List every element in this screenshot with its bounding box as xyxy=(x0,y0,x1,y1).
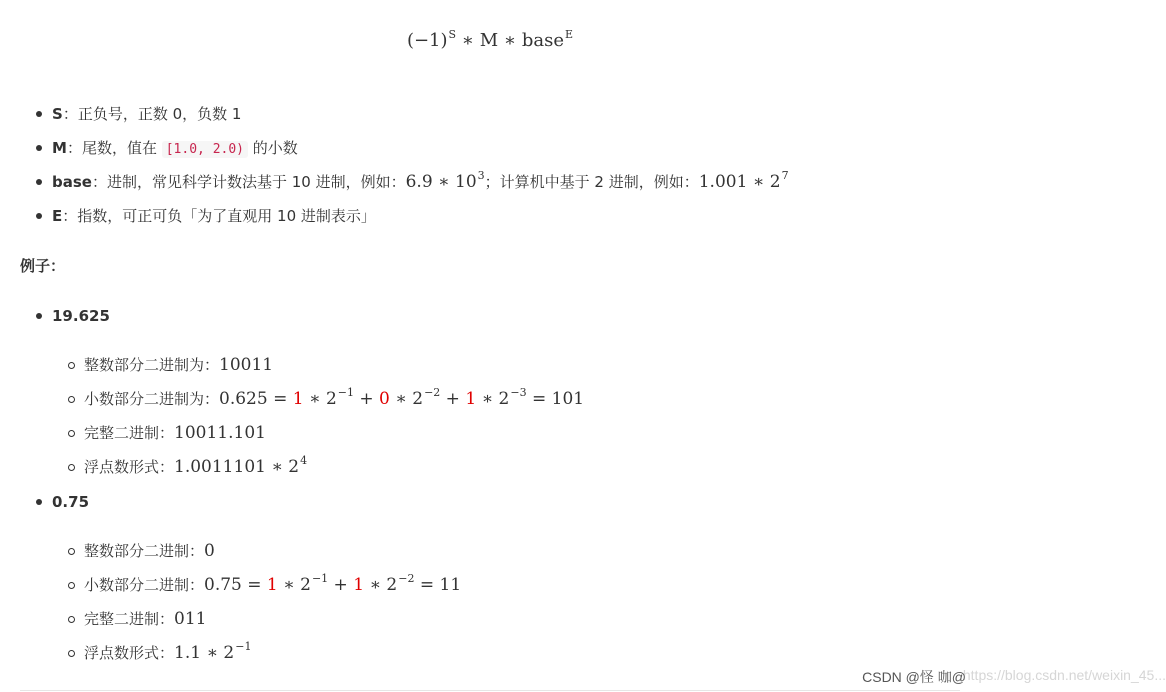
watermark-csdn xyxy=(862,667,966,687)
expr-bit: 1 xyxy=(465,389,477,409)
row-label: 小数部分二进制为： xyxy=(84,390,220,408)
sub-bullet xyxy=(68,650,75,657)
sub-bullet xyxy=(68,396,75,403)
expr-part: = 101 xyxy=(526,389,585,409)
expr-bit: 1 xyxy=(353,575,365,595)
def-e xyxy=(52,205,376,227)
formula-lead: (−1) xyxy=(406,30,448,51)
sub-bullet xyxy=(68,430,75,437)
sub-bullet xyxy=(68,548,75,555)
row-value: 011 xyxy=(174,609,207,629)
expr-sup: −1 xyxy=(337,386,354,399)
row-label: 整数部分二进制为： xyxy=(84,356,220,374)
sub-bullet xyxy=(68,464,75,471)
expr-sup: −2 xyxy=(424,386,441,399)
example-title: 19.625 xyxy=(52,307,110,325)
expr-bit: 0 xyxy=(379,389,390,409)
formula-mid: ∗ M ∗ base xyxy=(456,30,565,51)
sub-bullet xyxy=(68,616,75,623)
def-s xyxy=(52,103,241,125)
math-sup: 3 xyxy=(477,169,485,182)
full-row xyxy=(84,422,266,444)
int-row xyxy=(84,354,273,376)
def-desc: 正负号，正数 0，负数 1 xyxy=(77,105,242,123)
expr-sup: 4 xyxy=(300,454,308,467)
row-value: 10011.101 xyxy=(174,423,266,443)
def-sep: ： xyxy=(62,105,78,123)
float-row xyxy=(84,642,251,666)
expr-part: ∗ 2 xyxy=(277,575,311,595)
expr-sup: −1 xyxy=(235,640,252,653)
expr-part: ∗ 2 xyxy=(364,575,398,595)
def-desc: ；计算机中基于 2 进制，例如： xyxy=(484,173,699,191)
row-value: 1.0011101 ∗ 2 xyxy=(174,457,300,477)
row-label: 完整二进制： xyxy=(84,610,175,628)
def-desc: 进制，常见科学计数法基于 10 进制，例如： xyxy=(106,173,406,191)
formula-sup-s: S xyxy=(448,28,457,41)
row-label: 浮点数形式： xyxy=(84,458,175,476)
formula xyxy=(0,30,980,51)
expr-part: 0.625 = xyxy=(219,389,293,409)
expr-part: ∗ 2 xyxy=(303,389,337,409)
def-base xyxy=(52,171,789,195)
expr-part: ∗ 2 xyxy=(476,389,510,409)
row-value: 10011 xyxy=(219,355,274,375)
formula-sup-e: E xyxy=(565,28,574,41)
author-label: @怪 咖@ xyxy=(901,669,966,685)
expr-part: + xyxy=(328,575,354,595)
frac-expr xyxy=(219,386,585,409)
expr-part: + xyxy=(353,389,380,409)
def-term: S xyxy=(52,105,63,123)
row-label: 完整二进制： xyxy=(84,424,175,442)
expr-sup: −3 xyxy=(510,386,527,399)
expr-sup: −2 xyxy=(398,572,415,585)
def-term: E xyxy=(52,207,63,225)
def-sep: ： xyxy=(66,139,82,157)
watermark-url: https://blog.csdn.net/weixin_45... xyxy=(962,667,1166,683)
bullet-dot xyxy=(36,313,42,319)
def-term: M xyxy=(52,139,67,157)
expr-sup: −1 xyxy=(311,572,329,585)
def-desc: 尾数，值在 xyxy=(81,139,162,157)
example-heading: 例子： xyxy=(20,257,66,275)
sub-bullet xyxy=(68,362,75,369)
float-row xyxy=(84,456,307,480)
def-m xyxy=(52,137,298,161)
example-title: 0.75 xyxy=(52,493,90,511)
bullet-dot xyxy=(36,111,42,117)
expr-part: 0.75 = xyxy=(204,575,267,595)
row-value: 0 xyxy=(204,541,215,561)
frac-row xyxy=(84,574,461,598)
bullet-dot xyxy=(36,213,42,219)
expr-part: ∗ 2 xyxy=(389,389,424,409)
row-label: 整数部分二进制： xyxy=(84,542,205,560)
int-row xyxy=(84,540,215,562)
row-value: 1.1 ∗ 2 xyxy=(174,643,235,663)
math-expr: 6.9 ∗ 10 xyxy=(405,172,477,192)
divider xyxy=(20,690,960,691)
expr-part: = 11 xyxy=(414,575,462,595)
csdn-label: CSDN xyxy=(862,669,902,685)
inline-code: [1.0, 2.0) xyxy=(162,141,248,158)
expr-bit: 1 xyxy=(292,389,304,409)
bullet-dot xyxy=(36,499,42,505)
full-row xyxy=(84,608,206,630)
bullet-dot xyxy=(36,179,42,185)
math-sup: 7 xyxy=(781,169,789,182)
def-sep: ： xyxy=(91,173,107,191)
frac-row xyxy=(84,388,584,412)
row-label: 小数部分二进制： xyxy=(84,576,205,594)
expr-bit: 1 xyxy=(266,575,278,595)
def-desc: 指数，可正可负「为了直观用 10 进制表示」 xyxy=(77,207,376,225)
def-sep: ： xyxy=(62,207,78,225)
expr-part: + xyxy=(440,389,466,409)
frac-expr xyxy=(204,572,462,595)
bullet-dot xyxy=(36,145,42,151)
def-desc: 的小数 xyxy=(248,139,298,157)
def-term: base xyxy=(52,173,92,191)
math-expr: 1.001 ∗ 2 xyxy=(698,172,781,192)
row-label: 浮点数形式： xyxy=(84,644,175,662)
sub-bullet xyxy=(68,582,75,589)
